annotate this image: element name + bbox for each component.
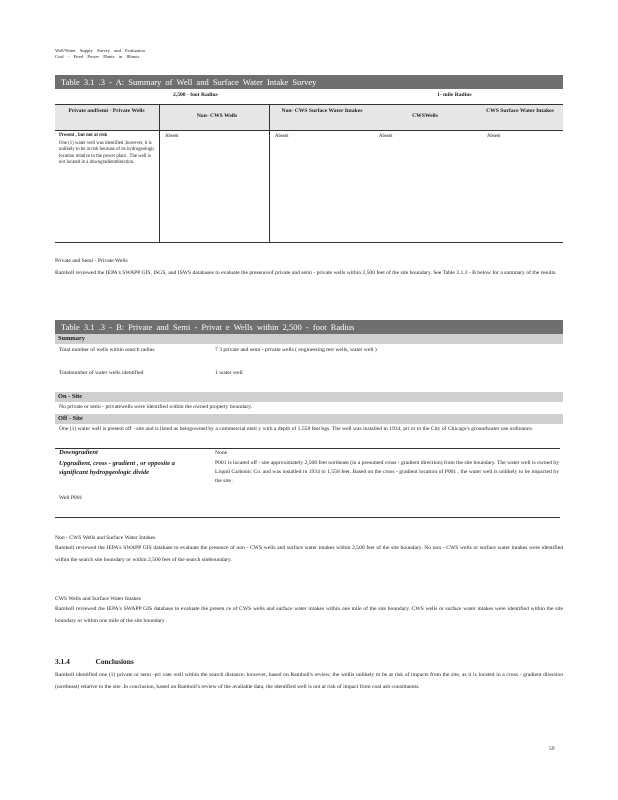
conclusions-heading xyxy=(55,657,134,666)
summary-label: Summary xyxy=(55,334,563,344)
conclusions-number: 3.1.4 xyxy=(55,657,70,666)
header-line-1: Well/Water Supply Survey and Evaluation xyxy=(55,48,145,53)
downgradient-label: Downgradient xyxy=(59,449,98,456)
document-header xyxy=(55,48,145,60)
table-a-vline-2 xyxy=(269,104,270,243)
total-wells-label: Total number of wells within search radius xyxy=(59,347,155,353)
onsite-text: No private or semi - privatewells were identified within the owned property boundary. xyxy=(59,404,253,410)
upgradient-label: Upgradient, cross - gradient , or opposite a significant hydropgeologic divide xyxy=(59,460,175,476)
page-number: 59 xyxy=(549,746,555,752)
noncws-text: Ramboll reviewed the IEPA's SWAPP GIS database to evaluate the presence of non - CWS wells and surface water intakes within 2,500 feet of the site boundary. No non - CWS wells or surface water intakes were identified within the search site boundary or within 2,500 feet of the search siteboundary. xyxy=(55,545,563,563)
radius-1mile-label: 1- mile Radius xyxy=(437,92,472,98)
offsite-text: One (1) water well is present off - site and is listed as beingowned by a commercial entit y with a depth of 1,558 feet bgs. The well was installed in 1934, pri or to the City of Chicago's groundwater use ordinance. xyxy=(59,426,534,432)
present-cell xyxy=(59,133,155,166)
absent-noncws-intakes: Absent xyxy=(275,134,289,139)
cws-text: Ramboll reviewed the IEPA's SWAPP GIS database to evaluate the presen ce of CWS wells and surface water intakes within one mile of the site boundary. CWS wells or surface water intakes were identified within the site boundary or within one mile of the site boundary . xyxy=(55,606,563,624)
water-wells-label: Totalnumber of water wells identified xyxy=(59,370,144,376)
conclusions-title: Conclusions xyxy=(95,657,134,666)
onsite-label: On - Site xyxy=(55,392,563,402)
water-wells-value: 1 water well xyxy=(215,370,243,376)
header-line-2: Coal - Fired Power Plants in Illinois xyxy=(55,54,140,59)
downgradient-value: None xyxy=(215,450,228,456)
table-b xyxy=(55,320,563,518)
present-label: Present , but not at risk xyxy=(59,133,108,138)
table-a-rule-top xyxy=(55,104,563,105)
table-a xyxy=(55,75,563,243)
col-cws-intakes: CWS Surface Water Intakes xyxy=(486,108,554,114)
col-noncws-intakes: Non- CWS Surface Water Intakes xyxy=(281,108,363,114)
table-b-title: Table 3.1 .3 - B: Private and Semi - Privat e Wells within 2,500 - foot Radius xyxy=(55,320,563,334)
table-a-rule-mid xyxy=(55,130,563,131)
table-a-title: Table 3.1 .3 - A: Summary of Well and Surface Water Intake Survey xyxy=(55,75,563,89)
col-noncws-wells: Non- CWS Wells xyxy=(196,113,238,119)
table-b-rule-down xyxy=(55,448,560,449)
cws-heading: CWS Wells and Surface Water Intakes xyxy=(55,596,142,602)
present-text: One (1) water well was identified ;however, it is unlikely to be at risk because of its hydrogeologic location relative to the power plant . The well is not located in a downgradientdirection. xyxy=(59,141,155,165)
col-private-wells: Private andSemi - Private Wells xyxy=(68,108,145,114)
total-wells-value: 7 3 private and semi - private wells ( engineering test wells, water well ) xyxy=(215,347,377,353)
well-p001-label: Well P001 xyxy=(59,495,83,501)
private-wells-text: Ramboll reviewed the IEPA's SWAPP GIS, ISGS, and ISWS databases to evaluate the presenceof private and semi - private wells within 2,500 feet of the site boundary. See Table 3.1.3 - B below for a summary of the results. xyxy=(55,270,557,276)
absent-noncws-wells: Absent xyxy=(165,134,179,139)
absent-cws-intakes: Absent xyxy=(487,134,501,139)
offsite-label: Off - Site xyxy=(55,414,563,424)
table-a-rule-bottom xyxy=(55,242,563,243)
noncws-heading: Non - CWS Wells and Surface Water Intakes xyxy=(55,535,156,541)
upgradient-text: P001 is located off - site approximately 2,500 feet northeast (in a presumed cross - gradient direction) from the site boundary. The water well is owned by Liquid Carbonic Co. and was installed in 1934 to 1,558 feet. Based on the cross - gradient location of P001 , the water well is unlikely to be impacted by the site . xyxy=(215,460,559,485)
table-b-rule-bottom xyxy=(55,517,560,518)
absent-cws-wells: Absent xyxy=(379,134,393,139)
col-cws-wells: CWSWells xyxy=(412,113,438,119)
conclusions-text: Ramboll identified one (1) private or semi -pri vate well within the search distance; however, based on Ramboll's review, the wellis unlikely to be at risk of impacts from the site, as it is located in a cross - gradient direction (northeast) relative to the site .In conclusion, based on Ramboll's review of the available data, the identified well is not at risk of impact from coal ash constituents. xyxy=(55,672,563,690)
radius-2500-label: 2,500 - foot Radius xyxy=(173,92,218,98)
private-wells-heading: Private and Semi - Private Wells xyxy=(55,258,128,264)
table-a-vline-1 xyxy=(159,104,160,243)
